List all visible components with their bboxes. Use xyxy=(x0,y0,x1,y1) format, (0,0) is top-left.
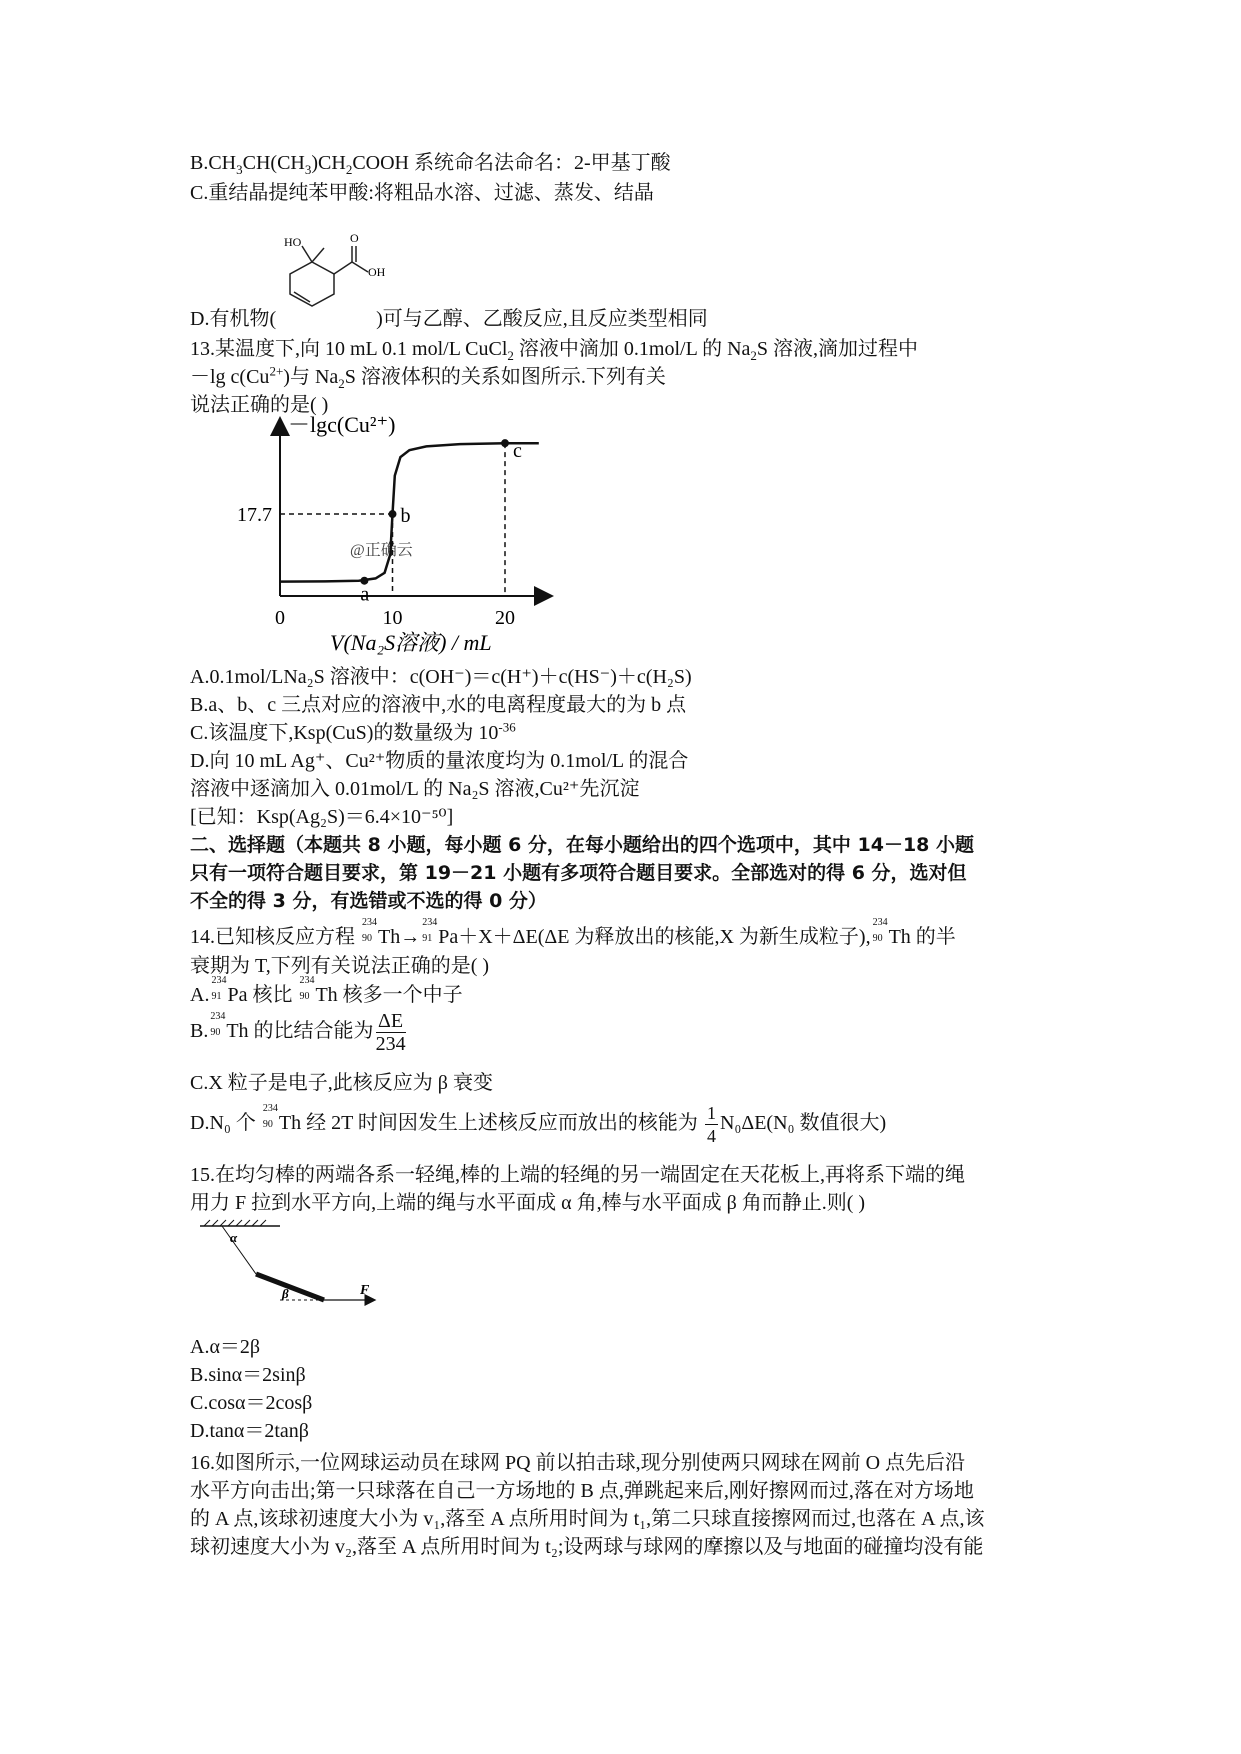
y-tick-label: 17.7 xyxy=(237,504,272,527)
struct-oh-label: OH xyxy=(368,265,386,279)
q15-stem-line1: 15.在均匀棒的两端各系一轻绳,棒的上端的轻绳的另一端固定在天花板上,再将系下端的绳 xyxy=(190,1164,965,1186)
q16-stem-line2: 水平方向击出;第一只球落在自己一方场地的 B 点,弹跳起来后,刚好擦网而过,落在对方场地 xyxy=(190,1480,974,1502)
struct-ho-label: HO xyxy=(284,235,302,249)
data-label-a: a xyxy=(360,583,370,606)
q14-option-c: C.X 粒子是电子,此核反应为 β 衰变 xyxy=(190,1072,493,1094)
q15-option-a: A.α＝2β xyxy=(190,1336,261,1358)
q14-option-a: A. 234 91 Pa 核比 234 90 Th 核多一个中子 xyxy=(190,975,463,1006)
data-label-c: c xyxy=(513,440,522,463)
q16-stem-line4: 球初速度大小为 v₂,落至 A 点所用时间为 t₂;设两球与球网的摩擦以及与地面的碰撞均没有能 xyxy=(190,1536,984,1558)
data-point-b xyxy=(389,510,397,518)
x-tick-label: 10 xyxy=(382,607,403,629)
q14-option-d: D.N₀ 个 234 90 Th 经 2T 时间因发生上述核反应而放出的核能为 $\frac{1}{4}$ N₀ΔE(N₀ 数值很大) xyxy=(190,1103,887,1146)
organic-structure-figure xyxy=(280,232,410,314)
x-tick-label: 20 xyxy=(495,607,515,629)
q13-option-c: C.该温度下,Ksp(CuS)的数量级为 $10^{-36}$ xyxy=(190,719,516,744)
q13-titration-chart xyxy=(220,410,580,660)
section2-line1: 二、选择题（本题共 8 小题，每小题 6 分，在每小题给出的四个选项中，其中 14－18 小题 xyxy=(190,834,975,856)
q15-rod-figure xyxy=(190,1218,390,1318)
fig-force-label: F xyxy=(360,1283,370,1298)
q12-option-c: C.重结晶提纯苯甲酸:将粗品水溶、过滤、蒸发、结晶 xyxy=(190,182,654,204)
q12-option-b: $B.CH_3CH(CH_3)CH_2COOH$ 系统命名法命名：2-甲基丁酸 xyxy=(190,152,671,177)
fig-beta-label: β xyxy=(282,1286,289,1301)
section2-line3: 不全的得 3 分，有选错或不选的得 0 分） xyxy=(190,890,547,912)
q12-option-d: D.有机物( )可与乙醇、乙酸反应,且反应类型相同 xyxy=(190,308,708,330)
q16-stem-line3: 的 A 点,该球初速度大小为 v₁,落至 A 点所用时间为 t₁,第二只球直接擦网而过,也落在 A 点,该 xyxy=(190,1508,985,1530)
q13-option-a: A.0.1mol/LNa₂S 溶液中：c(OH⁻)＝c(H⁺)＋c(HS⁻)＋c(H₂S) xyxy=(190,666,692,688)
q14-option-b: B. 234 90 Th 的比结合能为 $\frac{\Delta E}{234}$ xyxy=(190,1010,406,1055)
y-axis-label: －lgc(Cu²⁺) xyxy=(288,412,396,437)
q15-stem-line2: 用力 F 拉到水平方向,上端的绳与水平面成 α 角,棒与水平面成 β 角而静止.则( ) xyxy=(190,1192,866,1214)
q13-stem-line2: －lg $c(Cu^{2+})$与 $Na_2S$ 溶液体积的关系如图所示.下列有关 xyxy=(190,363,666,391)
section2-line2: 只有一项符合题目要求，第 19－21 小题有多项符合题目要求。全部选对的得 6 分，选对但 xyxy=(190,862,967,884)
q13-stem-line1: 13.某温度下,向 10 mL 0.1 mol/L CuCl$_2$ 溶液中滴加 0.1mol/L 的 $Na_2S$ 溶液,滴加过程中 xyxy=(190,338,919,363)
q13-stem-line3: 说法正确的是( ) xyxy=(190,394,329,416)
q13-option-d-line2: 溶液中逐滴加入 0.01mol/L 的 Na₂S 溶液,Cu²⁺先沉淀 xyxy=(190,778,640,800)
q13-known: [已知：Ksp(Ag₂S)＝6.4×10⁻⁵⁰] xyxy=(190,806,454,828)
q15-option-c: C.cosα＝2cosβ xyxy=(190,1392,313,1414)
data-point-c xyxy=(501,439,509,447)
q14-stem-line1: 14.已知核反应方程 234 90 Th→ 234 91 Pa＋X＋ΔE(ΔE 为释放出的核能,X 为新生成粒子), 234 90 Th 的半 xyxy=(190,917,956,948)
fig-alpha-label: α xyxy=(230,1230,238,1245)
q13-option-b: B.a、b、c 三点对应的溶液中,水的电离程度最大的为 b 点 xyxy=(190,694,687,716)
x-tick-label: 0 xyxy=(275,607,285,629)
q13-option-d-line1: D.向 10 mL Ag⁺、Cu²⁺物质的量浓度均为 0.1mol/L 的混合 xyxy=(190,750,689,772)
q15-option-b: B.sinα＝2sinβ xyxy=(190,1364,306,1386)
data-label-b: b xyxy=(400,505,411,528)
struct-o-label: O xyxy=(350,232,359,245)
watermark-text: @正确云 xyxy=(350,542,413,559)
q16-stem-line1: 16.如图所示,一位网球运动员在球网 PQ 前以拍击球,现分别使两只网球在网前 O 点先后沿 xyxy=(190,1452,966,1474)
x-axis-label: V(Na₂S溶液) / mL xyxy=(330,630,492,655)
q15-option-d: D.tanα＝2tanβ xyxy=(190,1420,309,1442)
q14-stem-line2: 衰期为 T,下列有关说法正确的是( ) xyxy=(190,955,490,977)
